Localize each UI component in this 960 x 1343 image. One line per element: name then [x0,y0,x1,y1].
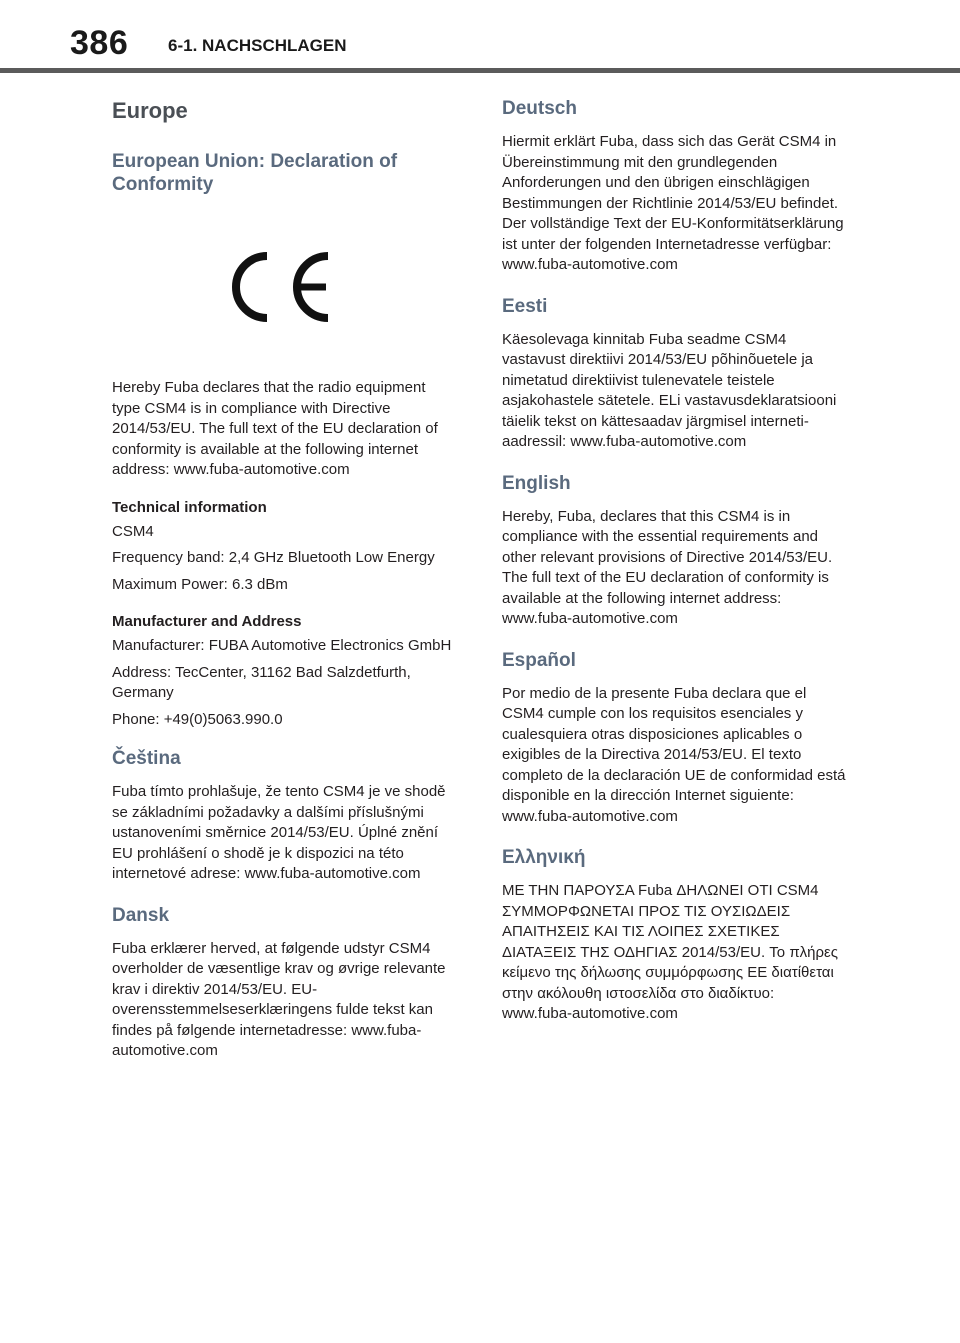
lang-text-eesti: Käesolevaga kinnitab Fuba seadme CSM4 vastavust direktiivi 2014/53/EU põhinõuetele ja nimetatud direktiivist tulenevatele teistele asjakohastele sätetele. ELi vastavusdeklaratsiooni täielik tekst on kättesaadav järgmisel internetiaadressil: www.fuba-automotive.com [502,330,837,450]
eu-declaration-text: Hereby Fuba declares that the radio equipment type CSM4 is in compliance with Directive 2014/53/EU. The full text of the EU declaration of conformity is available at the following internet address: www.fuba-automotive.com [112,379,438,478]
lang-heading-cestina: Čeština [112,748,181,769]
ce-logo-area [112,196,457,378]
lang-text-dansk: Fuba erklærer herved, at følgende udstyr CSM4 overholder de væsentlige krav og øvrige relevante krav i direktiv 2014/53/EU. EU-overensstemmelseserklæringens fulde tekst kan findes på følgende internetadresse: www.fuba-automotive.com [112,939,446,1059]
chapter-title: 6-1. NACHSCHLAGEN [168,36,347,55]
technical-model: CSM4 [112,522,154,540]
lang-heading-espanol: Español [502,649,576,671]
lang-heading-greek: Ελληνική [502,847,586,868]
page-header [0,0,960,75]
manufacturer-heading: Manufacturer and Address [112,613,302,630]
manufacturer-address: Address: TecCenter, 31162 Bad Salzdetfurth, Germany [112,663,411,701]
page-number: 386 [70,24,129,62]
technical-info-heading: Technical information [112,498,267,516]
lang-text-greek: ΜΕ ΤΗΝ ΠΑΡΟΥΣΑ Fuba ΔΗΛΩΝΕΙ ΟΤΙ CSM4 ΣΥΜΜΟΡΦΩΝΕΤΑΙ ΠΡΟΣ ΤΙΣ ΟΥΣΙΩΔΕΙΣ ΑΠΑΙΤΗΣΕΙΣ ΚΑΙ ΤΙΣ ΛΟΙΠΕΣ ΣΧΕΤΙΚΕΣ ΔΙΑΤΑΞΕΙΣ ΤΗΣ ΟΔΗΓΙΑΣ 2014/53/EU. Το πλήρες κείμενο της δήλωσης συμμόρφωσης ΕΕ διατίθεται στην ακόλουθη ιστοσελίδα στο διαδίκτυο: www.fuba-automotive.com [502,882,838,1022]
lang-text-english: Hereby, Fuba, declares that this CSM4 is in compliance with the essential requirements and other relevant provisions of Directive 2014/53/EU. The full text of the EU declaration of conformity is available at the following internet address: www.fuba-automotive.com [502,507,833,627]
eu-declaration-heading: European Union: Declaration of Conformity [112,151,398,195]
manufacturer-phone: Phone: +49(0)5063.990.0 [112,710,283,728]
lang-heading-dansk: Dansk [112,904,170,926]
lang-heading-eesti: Eesti [502,295,548,317]
technical-frequency: Frequency band: 2,4 GHz Bluetooth Low Energy [112,549,435,566]
right-column [502,98,847,1025]
lang-text-deutsch: Hiermit erklärt Fuba, dass sich das Gerät CSM4 in Übereinstimmung mit den grundlegenden Anforderungen und den übrigen einschlägigen Bestimmungen der Richtlinie 2014/53/EU befindet. Der vollständige Text der EU-Konformitätserklärung ist unter der folgenden Internetadresse verfügbar: www.fuba-automotive.com [502,133,844,273]
lang-text-espanol: Por medio de la presente Fuba declara que el CSM4 cumple con los requisitos esenciales y cualesquiera otras disposiciones aplicables o exigibles de la Directiva 2014/53/EU. El texto completo de la declaración UE de conformidad está disponible en la dirección Internet siguiente: www.fuba-automotive.com [502,684,846,825]
left-column [112,98,457,1062]
lang-text-cestina: Fuba tímto prohlašuje, že tento CSM4 je ve shodě se základními požadavky a dalšími příslušnými ustanoveními směrnice 2014/53/EU. Úplné znění EU prohlášení o shodě je k dispozici na této internetové adrese: www.fuba-automotive.com [112,783,446,882]
header-rule [0,68,960,73]
technical-power: Maximum Power: 6.3 dBm [112,575,288,593]
lang-heading-english: English [502,472,571,494]
manufacturer-name: Manufacturer: FUBA Automotive Electronics GmbH [112,637,452,654]
ce-mark-icon [229,248,334,326]
region-heading: Europe [112,98,188,123]
lang-heading-deutsch: Deutsch [502,98,577,119]
